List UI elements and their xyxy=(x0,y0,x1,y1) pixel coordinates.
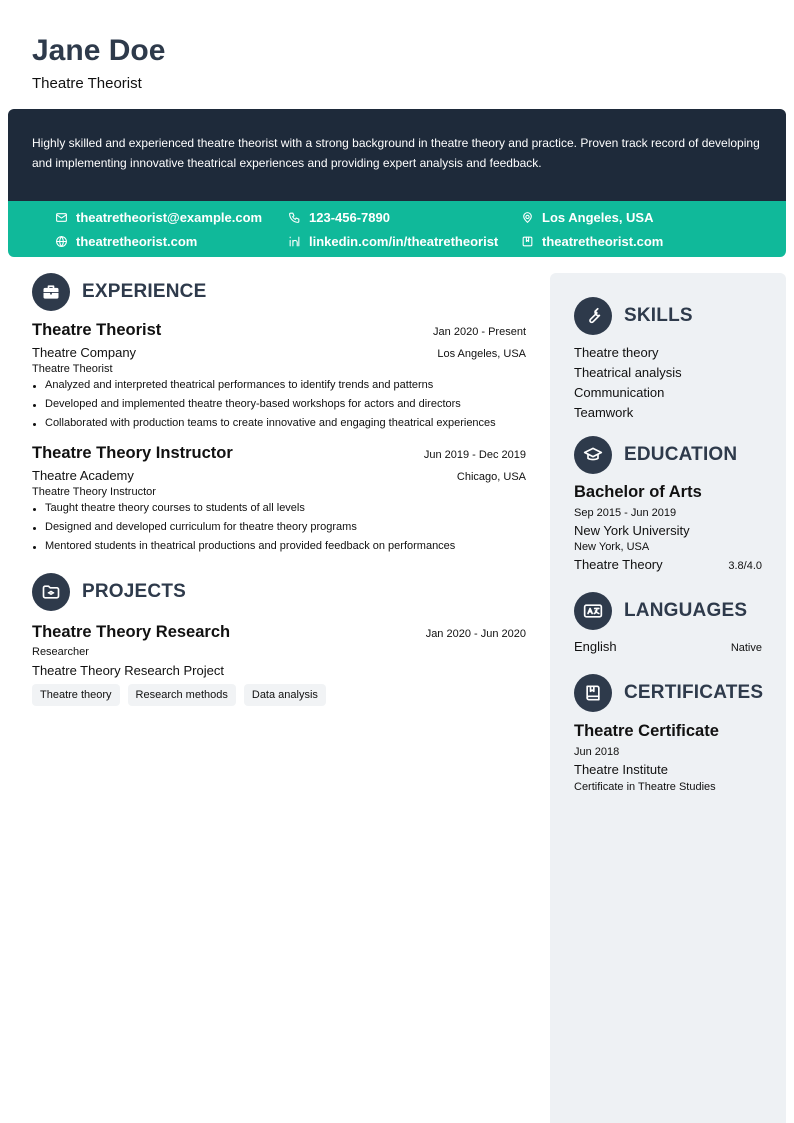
contact-location xyxy=(521,207,653,227)
candidate-title: Theatre Theorist xyxy=(32,75,142,92)
certificates-section-head xyxy=(574,674,762,712)
contact-portfolio[interactable] xyxy=(521,231,663,251)
education-gpa: 3.8/4.0 xyxy=(728,560,762,572)
summary-band xyxy=(8,109,786,201)
map-pin-icon xyxy=(521,211,534,224)
bullet-item: Mentored students in theatrical productions and provided feedback on performances xyxy=(32,540,526,553)
education-location: New York, USA xyxy=(574,541,650,553)
language-name: English xyxy=(574,639,617,654)
experience-date: Jan 2020 - Present xyxy=(433,326,526,338)
skill-item: Teamwork xyxy=(574,405,634,420)
skills-list xyxy=(574,343,762,423)
globe-icon xyxy=(55,235,68,248)
certificate-issuer: Theatre Institute xyxy=(574,762,668,777)
contact-email-text: theatretheorist@example.com xyxy=(76,209,263,225)
projects-heading: PROJECTS xyxy=(82,581,187,602)
contact-email[interactable] xyxy=(55,207,262,227)
experience-location: Los Angeles, USA xyxy=(437,348,526,360)
projects-section-head xyxy=(32,573,526,611)
education-section-head xyxy=(574,436,762,474)
project-tag: Theatre theory xyxy=(32,684,120,706)
project-tag: Research methods xyxy=(128,684,236,706)
experience-role: Theatre Theorist xyxy=(32,363,113,375)
bullet-item: Analyzed and interpreted theatrical performances to identify trends and patterns xyxy=(32,379,526,392)
phone-icon xyxy=(288,211,301,224)
contact-linkedin-text: linkedin.com/in/theatretheorist xyxy=(309,233,499,249)
contact-portfolio-text: theatretheorist.com xyxy=(542,233,664,249)
experience-bullets xyxy=(32,379,526,430)
contact-website[interactable] xyxy=(55,231,197,251)
project-entry xyxy=(32,623,526,706)
languages-heading: LANGUAGES xyxy=(624,600,748,621)
bullet-item: Designed and developed curriculum for theatre theory programs xyxy=(32,521,526,534)
skill-item: Communication xyxy=(574,385,665,400)
experience-bullets xyxy=(32,502,526,553)
resume-header xyxy=(32,34,165,92)
language-level: Native xyxy=(730,642,762,654)
bookmark-icon xyxy=(521,235,534,248)
experience-section-head xyxy=(32,273,526,311)
experience-role: Theatre Theory Instructor xyxy=(32,486,156,498)
book-icon xyxy=(574,674,612,712)
skill-item: Theatrical analysis xyxy=(574,365,682,380)
skills-section-head xyxy=(574,297,762,335)
project-date: Jan 2020 - Jun 2020 xyxy=(425,628,526,640)
project-role: Researcher xyxy=(32,646,89,658)
briefcase-icon xyxy=(32,273,70,311)
main-column xyxy=(32,273,526,706)
language-icon xyxy=(574,592,612,630)
experience-date: Jun 2019 - Dec 2019 xyxy=(423,449,526,461)
education-field: Theatre Theory xyxy=(574,557,663,572)
wrench-icon xyxy=(574,297,612,335)
certificate-description: Certificate in Theatre Studies xyxy=(574,781,716,793)
certificate-date: Jun 2018 xyxy=(574,746,620,758)
experience-entry xyxy=(32,444,526,553)
education-degree: Bachelor of Arts xyxy=(574,483,702,501)
graduation-cap-icon xyxy=(574,436,612,474)
linkedin-icon xyxy=(288,235,301,248)
skills-heading: SKILLS xyxy=(624,305,693,326)
bullet-item: Collaborated with production teams to create innovative and engaging theatrical experiences xyxy=(32,417,526,430)
certificate-entry xyxy=(574,722,762,793)
contact-band xyxy=(8,201,786,257)
certificate-title: Theatre Certificate xyxy=(574,722,719,740)
experience-location: Chicago, USA xyxy=(456,471,526,483)
mail-icon xyxy=(55,211,68,224)
project-name: Theatre Theory Research Project xyxy=(32,663,224,678)
project-tag: Data analysis xyxy=(244,684,326,706)
experience-entry xyxy=(32,321,526,430)
sidebar-column xyxy=(550,273,786,1123)
education-heading: EDUCATION xyxy=(624,444,738,465)
education-entry xyxy=(574,483,762,572)
contact-phone[interactable] xyxy=(288,207,390,227)
experience-company: Theatre Company xyxy=(32,345,137,360)
bullet-item: Developed and implemented theatre theory-based workshops for actors and directors xyxy=(32,398,526,411)
bullet-item: Taught theatre theory courses to students of all levels xyxy=(32,502,526,515)
skill-item: Theatre theory xyxy=(574,345,659,360)
education-date: Sep 2015 - Jun 2019 xyxy=(574,507,677,519)
experience-company: Theatre Academy xyxy=(32,468,134,483)
contact-phone-text: 123-456-7890 xyxy=(309,209,390,225)
folder-icon xyxy=(32,573,70,611)
certificates-heading: CERTIFICATES xyxy=(624,682,764,703)
education-school: New York University xyxy=(574,523,690,538)
contact-website-text: theatretheorist.com xyxy=(76,233,198,249)
contact-location-text: Los Angeles, USA xyxy=(542,209,654,225)
languages-section-head xyxy=(574,592,762,630)
project-tags xyxy=(32,684,526,706)
experience-title: Theatre Theory Instructor xyxy=(32,444,233,462)
experience-title: Theatre Theorist xyxy=(32,321,162,339)
summary-text: Highly skilled and experienced theatre theorist with a strong background in theatre theory and practice. Proven track record of developing and implementing innovative theatrical experiences and providing expert analysis and feedback. xyxy=(32,136,760,170)
experience-heading: EXPERIENCE xyxy=(82,281,207,302)
language-item xyxy=(574,639,762,654)
project-title: Theatre Theory Research xyxy=(32,623,231,641)
contact-linkedin[interactable] xyxy=(288,231,498,251)
candidate-name: Jane Doe xyxy=(32,34,166,67)
